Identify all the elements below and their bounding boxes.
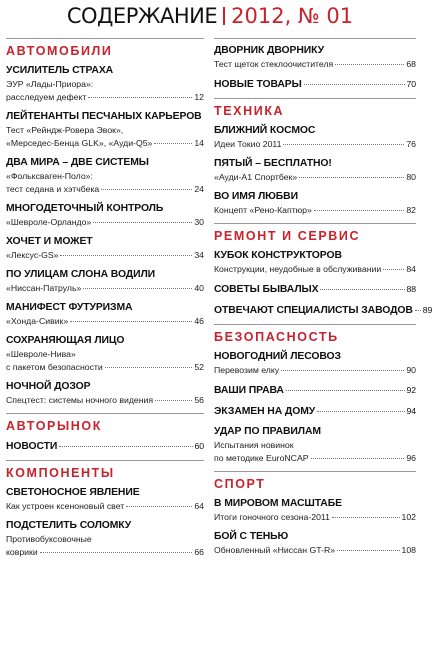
- page-number: 108: [401, 545, 416, 555]
- toc-entry[interactable]: [214, 530, 416, 557]
- leader-dots: [281, 370, 404, 371]
- leader-dots: [105, 367, 193, 368]
- entry-heading: КУБОК КОНСТРУКТОРОВ: [214, 250, 342, 261]
- entry-line: [214, 452, 416, 465]
- title-separator: [223, 7, 225, 25]
- entry-desc: Как устроен ксеноновый свет: [6, 501, 125, 511]
- entry-desc: «Мерседес-Бенца GLK», «Ауди-Q5»: [6, 138, 153, 148]
- page-number: 76: [406, 139, 416, 149]
- entry-heading: СВЕТОНОСНОЕ ЯВЛЕНИЕ: [6, 487, 140, 498]
- toc-entry[interactable]: [214, 157, 416, 184]
- entry-line: [6, 216, 204, 229]
- leader-dots: [320, 289, 404, 290]
- entry-heading: УДАР ПО ПРАВИЛАМ: [214, 426, 321, 437]
- page-number: 66: [194, 547, 204, 557]
- entry-heading: В МИРОВОМ МАСШТАБЕ: [214, 498, 342, 509]
- entry-desc: «Ниссан-Патруль»: [6, 283, 82, 293]
- entry-heading: ПО УЛИЦАМ СЛОНА ВОДИЛИ: [6, 269, 156, 280]
- entry-heading: ЭКЗАМЕН НА ДОМУ 94: [214, 406, 416, 417]
- entry-desc: Испытания новинок: [214, 440, 294, 450]
- toc-entry[interactable]: [214, 77, 416, 92]
- entry-desc: Тест щеток стеклоочистителя: [214, 59, 334, 69]
- entry-desc: тест седана и хэтчбека: [6, 184, 100, 194]
- page-number: 60: [194, 441, 204, 451]
- entry-heading: МАНИФЕСТ ФУТУРИЗМА: [6, 302, 133, 313]
- page-number: 88: [406, 284, 416, 294]
- toc-entry[interactable]: [6, 64, 204, 104]
- leader-dots: [40, 552, 193, 553]
- entry-line: [6, 183, 204, 196]
- page-number: 56: [194, 395, 204, 405]
- entry-desc: «Шевроле-Орландо»: [6, 217, 92, 227]
- page-number: 30: [194, 217, 204, 227]
- entry-line: [214, 544, 416, 557]
- entry-heading: СОХРАНЯЮЩАЯ ЛИЦО: [6, 335, 125, 346]
- section-title-tehnika: ТЕХНИКА: [214, 98, 416, 118]
- entry-line: [214, 204, 416, 217]
- entry-desc: Противобуксовочные: [6, 534, 92, 544]
- entry-desc: по методике EuroNCAP: [214, 453, 309, 463]
- page-header: [0, 4, 420, 34]
- page-number: 102: [401, 512, 416, 522]
- page-number: 94: [406, 406, 416, 416]
- page-number: 14: [194, 138, 204, 148]
- entry-desc: «Фольксваген-Поло»:: [6, 171, 93, 181]
- entry-line: [6, 137, 204, 150]
- right-column: [214, 38, 432, 563]
- leader-dots: [155, 400, 192, 401]
- leader-dots: [317, 411, 404, 412]
- leader-dots: [299, 177, 404, 178]
- leader-dots: [83, 288, 192, 289]
- toc-entry[interactable]: [214, 497, 416, 524]
- entry-heading: ПЯТЫЙ – БЕСПЛАТНО!: [214, 158, 332, 169]
- entry-line: [6, 91, 204, 104]
- leader-dots: [126, 506, 192, 507]
- entry-heading: БЛИЖНИЙ КОСМОС: [214, 125, 316, 136]
- left-column: [6, 38, 204, 565]
- entry-heading: МНОГОДЕТОЧНЫЙ КОНТРОЛЬ: [6, 203, 164, 214]
- entry-heading: ПОДСТЕЛИТЬ СОЛОМКУ: [6, 520, 132, 531]
- section-title-bezopasnost: БЕЗОПАСНОСТЬ: [214, 324, 416, 344]
- entry-heading: ДВА МИРА – ДВЕ СИСТЕМЫ: [6, 157, 149, 168]
- entry-line: [6, 249, 204, 262]
- toc-entry[interactable]: [6, 334, 204, 374]
- section-title-remont-i-servis: РЕМОНТ И СЕРВИС: [214, 223, 416, 243]
- entry-line: [6, 533, 204, 546]
- entry-line: [214, 511, 416, 524]
- leader-dots: [70, 321, 192, 322]
- leader-dots: [311, 458, 405, 459]
- entry-line: [6, 361, 204, 374]
- leader-dots: [59, 446, 192, 447]
- entry-desc: Итоги гоночного сезона-2011: [214, 512, 330, 522]
- section-title-komponenty: КОМПОНЕНТЫ: [6, 460, 204, 480]
- entry-heading: НОВЫЕ ТОВАРЫ 70: [214, 79, 416, 90]
- issue-number: 2012, № 01: [231, 4, 354, 28]
- toc-entry[interactable]: [6, 110, 204, 150]
- entry-line: [6, 348, 204, 361]
- page-number: 96: [406, 453, 416, 463]
- entry-heading: ДВОРНИК ДВОРНИКУ: [214, 45, 324, 56]
- entry-desc: Перевозим елку: [214, 365, 280, 375]
- leader-dots: [93, 222, 192, 223]
- entry-desc: «Ауди-А1 Спортбек»: [214, 172, 298, 182]
- page-number: 64: [194, 501, 204, 511]
- entry-line: [214, 439, 416, 452]
- leader-dots: [286, 390, 405, 391]
- entry-line: [6, 170, 204, 183]
- entry-desc: «Хонда-Сивик»: [6, 316, 69, 326]
- toc-entry[interactable]: [214, 383, 416, 398]
- entry-desc: расследуем дефект: [6, 92, 87, 102]
- entry-heading: НОЧНОЙ ДОЗОР: [6, 381, 91, 392]
- leader-dots: [101, 189, 192, 190]
- leader-dots: [335, 64, 404, 65]
- leader-dots: [314, 210, 404, 211]
- toc-entry[interactable]: [6, 235, 204, 262]
- entry-desc: коврики: [6, 547, 38, 557]
- entry-desc: «Шевроле-Нива»: [6, 349, 76, 359]
- entry-line: [214, 364, 416, 377]
- section-title-avtorynok: АВТОРЫНОК: [6, 413, 204, 433]
- page-number: 34: [194, 250, 204, 260]
- page-number: 82: [406, 205, 416, 215]
- entry-line: [6, 78, 204, 91]
- page-number: 80: [406, 172, 416, 182]
- entry-desc: Идеи Токио 2011: [214, 139, 282, 149]
- page-number: 70: [406, 79, 416, 89]
- toc-entry[interactable]: [214, 282, 416, 297]
- section-title-sport: СПОРТ: [214, 471, 416, 491]
- entry-heading: ВАШИ ПРАВА 92: [214, 385, 416, 396]
- entry-desc: Обновленный «Ниссан GT-R»: [214, 545, 336, 555]
- toc-entry[interactable]: [6, 156, 204, 196]
- leader-dots: [304, 84, 405, 85]
- leader-dots: [337, 550, 399, 551]
- entry-desc: Спецтест: системы ночного видения: [6, 395, 154, 405]
- toc-entry[interactable]: [214, 425, 416, 465]
- entry-desc: Конструкции, неудобные в обслуживании: [214, 264, 382, 274]
- page-number: 24: [194, 184, 204, 194]
- toc-entry[interactable]: [214, 350, 416, 377]
- page-number: 84: [406, 264, 416, 274]
- entry-line: [6, 394, 204, 407]
- entry-line: [6, 546, 204, 559]
- entry-line: [214, 171, 416, 184]
- leader-dots: [88, 97, 192, 98]
- toc-entry[interactable]: [214, 124, 416, 151]
- entry-line: [6, 282, 204, 295]
- toc-entry[interactable]: [6, 202, 204, 229]
- leader-dots: [415, 310, 421, 311]
- toc-entry[interactable]: [214, 404, 416, 419]
- toc-entry[interactable]: [6, 486, 204, 513]
- entry-line: [6, 315, 204, 328]
- toc-entry[interactable]: [6, 380, 204, 407]
- leader-dots: [60, 255, 192, 256]
- page-number: 52: [194, 362, 204, 372]
- entry-heading: УСИЛИТЕЛЬ СТРАХА: [6, 65, 114, 76]
- entry-desc: Тест «Рейндж-Ровера Эвок»,: [6, 125, 124, 135]
- entry-heading: НОВОГОДНИЙ ЛЕСОВОЗ: [214, 351, 341, 362]
- entry-desc: ЭУР «Лады-Приора»:: [6, 79, 94, 89]
- toc-entry[interactable]: [214, 38, 416, 71]
- page-number: 92: [406, 385, 416, 395]
- toc-entry[interactable]: [214, 190, 416, 217]
- entry-line: [214, 138, 416, 151]
- page-number: 90: [406, 365, 416, 375]
- entry-desc: Концепт «Рено-Каптюр»: [214, 205, 312, 215]
- entry-heading: ЛЕЙТЕНАНТЫ ПЕСЧАНЫХ КАРЬЕРОВ: [6, 111, 202, 122]
- page-title: СОДЕРЖАНИЕ: [66, 4, 218, 28]
- entry-line: [6, 500, 204, 513]
- entry-heading: НОВОСТИ 60: [6, 441, 204, 452]
- entry-line: [6, 124, 204, 137]
- entry-line: [214, 263, 416, 276]
- toc-entry[interactable]: [214, 303, 432, 318]
- toc-entry[interactable]: [6, 268, 204, 295]
- entry-desc: с пакетом безопасности: [6, 362, 103, 372]
- page-number: 68: [406, 59, 416, 69]
- entry-heading: СОВЕТЫ БЫВАЛЫХ 88: [214, 284, 416, 295]
- toc-entry[interactable]: [6, 439, 204, 454]
- entry-heading: ХОЧЕТ И МОЖЕТ: [6, 236, 93, 247]
- page-number: 12: [194, 92, 204, 102]
- page-number: 89: [422, 305, 432, 315]
- page-number: 40: [194, 283, 204, 293]
- leader-dots: [154, 143, 192, 144]
- toc-entry[interactable]: [6, 301, 204, 328]
- entry-heading: ВО ИМЯ ЛЮБВИ: [214, 191, 298, 202]
- section-title-avtomobili: АВТОМОБИЛИ: [6, 38, 204, 58]
- page-number: 46: [194, 316, 204, 326]
- toc-entry[interactable]: [214, 249, 416, 276]
- leader-dots: [383, 269, 404, 270]
- leader-dots: [332, 517, 400, 518]
- entry-desc: «Лексус-GS»: [6, 250, 59, 260]
- entry-heading: ОТВЕЧАЮТ СПЕЦИАЛИСТЫ ЗАВОДОВ 89: [214, 305, 432, 316]
- entry-heading: БОЙ С ТЕНЬЮ: [214, 531, 289, 542]
- entry-line: [214, 58, 416, 71]
- leader-dots: [283, 144, 404, 145]
- toc-entry[interactable]: [6, 519, 204, 559]
